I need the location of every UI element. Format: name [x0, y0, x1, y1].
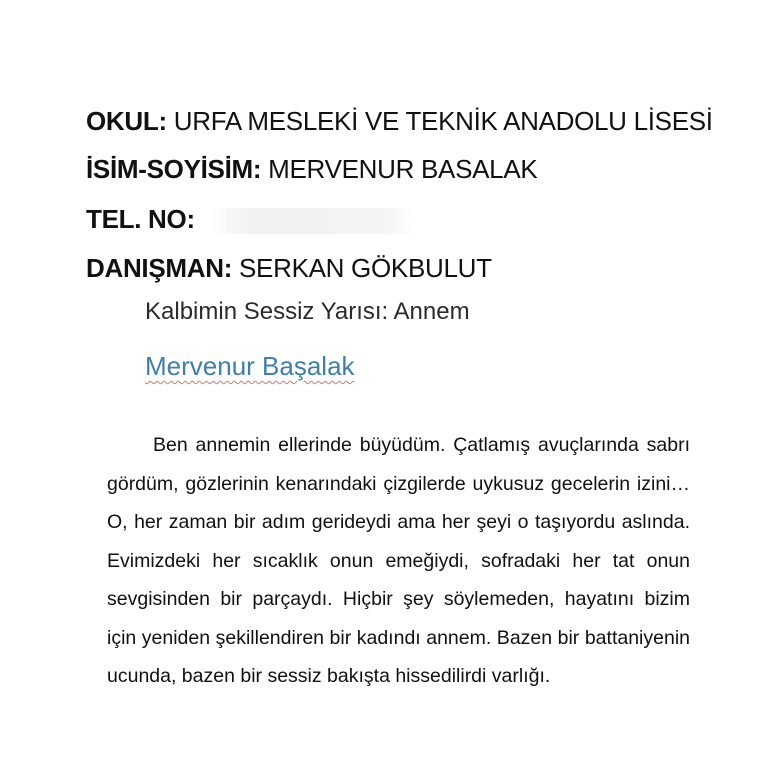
school-line [86, 104, 713, 138]
phone-label: TEL. NO: [86, 204, 195, 234]
advisor-value: SERKAN GÖKBULUT [239, 253, 492, 283]
name-label: İSİM-SOYİSİM: [86, 154, 262, 184]
phone-redaction [208, 208, 418, 234]
school-value: URFA MESLEKİ VE TEKNİK ANADOLU LİSESİ [173, 106, 713, 136]
advisor-line [86, 251, 492, 285]
essay-title: Kalbimin Sessiz Yarısı: Annem [145, 298, 470, 325]
essay-paragraph: Ben annemin ellerinde büyüdüm. Çatlamış avuçlarında sabrı gördüm, gözlerinin kenarındaki çizgilerde uykusuz gecelerin izini… O, her zaman bir adım gerideydi ama her şeyi o taşıyordu aslında. Evimizdeki her sıcaklık onun emeğiydi, sofradaki her tat onun sevgisinden bir parçaydı. Hiçbir şey söylemeden, hayatını bizim için yeniden şekillendiren bir kadındı annem. Bazen bir battaniyenin ucunda, bazen bir sessiz bakışta hissedilirdi varlığı. [107, 434, 690, 687]
name-value: MERVENUR BASALAK [268, 154, 538, 184]
phone-line [86, 202, 418, 236]
name-line [86, 152, 537, 186]
advisor-label: DANIŞMAN: [86, 253, 233, 283]
school-label: OKUL: [86, 106, 167, 136]
essay-author: Mervenur Başalak [145, 351, 355, 381]
